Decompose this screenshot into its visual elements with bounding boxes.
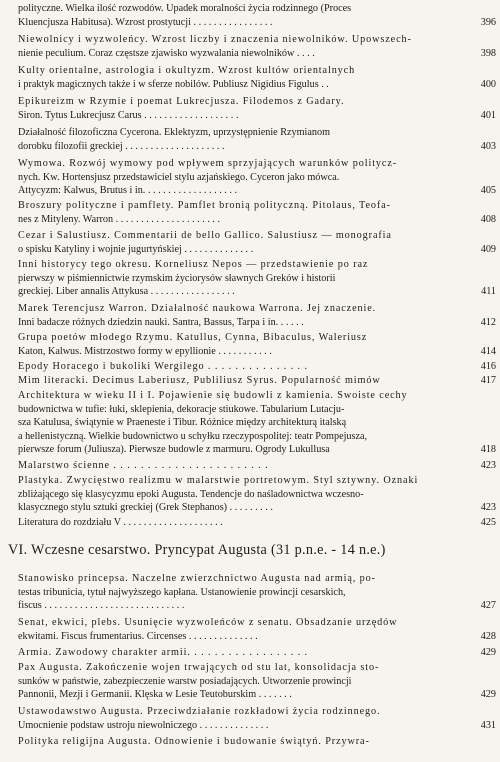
toc-entry [18,459,496,473]
toc-entry [18,331,496,358]
toc-page-number: 416 [480,361,496,372]
toc-entry-line: Senat, ekwici, plebs. Usunięcie wyzwoleńców z senatu. Obsadzanie urzędów [18,617,398,628]
toc-page-number: 408 [480,213,496,225]
toc-entry-line: Niewolnicy i wyzwoleńcy. Wzrost liczby i znaczenia niewolników. Upowszech- [18,34,412,45]
toc-entry-line: Ustawodawstwo Augusta. Przeciwdziałanie rozkładowi życia rodzinnego. [18,706,381,717]
toc-entry-line: Grupa poetów młodego Rzymu. Katullus, Cynna, Bibaculus, Waleriusz [18,332,368,343]
toc-entry-line: dorobku filozofii greckiej . . . . . . . . . . . . . . . . . . . . [18,140,225,152]
toc-entry-line: Mim literacki. Decimus Laberiusz, Publiliusz Syrus. Popularność mimów [18,375,381,386]
toc-page-number: 396 [480,16,496,28]
toc-entry-line: fiscus . . . . . . . . . . . . . . . . . . . . . . . . . . . . [18,600,185,612]
toc-page-number: 411 [481,286,496,298]
toc-entry-line: Katon, Kalwus. Mistrzostwo formy w epyllionie . . . . . . . . . . . [18,345,272,357]
toc-entry [18,126,496,153]
toc-page-number: 405 [480,185,496,197]
toc-entry-line: Malarstwo ścienne . . . . . . . . . . . . . . . . . . . . . . . [18,460,269,471]
toc-entry-line: i praktyk magicznych także i w sferze nobilów. Publiusz Nigidius Figulus . . [18,78,329,90]
toc-page-number: 417 [480,375,496,386]
toc-entry [18,95,496,122]
toc-entry-line: nienie peculium. Coraz częstsze zjawisko wyzwalania niewolników . . . . [18,47,315,59]
toc-page-number: 429 [480,689,496,701]
toc-entry-line: ekwitami. Fiscus frumentarius. Circenses . . . . . . . . . . . . . . [18,630,258,642]
toc-entry [18,474,496,515]
toc-page-number: 431 [480,719,496,731]
toc-entry [18,157,496,198]
toc-page-number: 429 [480,647,496,658]
toc-entry-line: Stanowisko princepsa. Naczelne zwierzchnictwo Augusta nad armią, po- [18,573,376,584]
toc-entry-line: nes z Mityleny. Warron . . . . . . . . . . . . . . . . . . . . . [18,213,221,225]
toc-entry-line: a hellenistyczną. Wielkie budownictwo u schyłku rzeczypospolitej: teatr Pompejusza, [18,430,368,442]
chapter-heading: VI. Wczesne cesarstwo. Pryncypat Augusta (31 p.n.e. - 14 n.e.) [8,542,386,558]
toc-entry-line: polityczne. Wielka ilość rozwodów. Upadek moralności życia rodzinnego (Proces [18,3,352,14]
toc-entry [18,661,496,702]
toc-entry-line: Epody Horacego i bukoliki Wergilego . . . . . . . . . . . . . . . [18,361,308,372]
toc-entry-line: Kulty orientalne, astrologia i okultyzm. Wzrost kultów orientalnych [18,65,356,76]
toc-page-number: 403 [480,140,496,152]
toc-entry-line: testas tribunicia, tytuł najwyższego kapłana. Ustanowienie prowincji cesarskich, [18,586,346,598]
toc-entry-line: Armia. Zawodowy charakter armii. . . . . . . . . . . . . . . . . . [18,647,308,658]
toc-entry-line: Wymowa. Rozwój wymowy pod wpływem sprzyjających warunków politycz- [18,158,398,169]
toc-entry [18,33,496,60]
toc-entry-line: Umocnienie podstaw ustroju niewolniczego . . . . . . . . . . . . . . [18,719,269,731]
toc-entry [18,646,496,660]
toc-entry-line: o spisku Katyliny i wojnie jugurtyńskiej . . . . . . . . . . . . . . [18,243,254,255]
toc-entry [18,360,496,374]
toc-entry-line: Epikureizm w Rzymie i poemat Lukrecjusza. Filodemos z Gadary. [18,96,345,107]
toc-entry-line: Architektura w wieku II i I. Pojawienie się budowli z kamienia. Swoiste cechy [18,390,408,401]
toc-page-number: 425 [480,517,496,528]
toc-entry-line: Działalność filozoficzna Cycerona. Eklektyzm, uprzystępnienie Rzymianom [18,127,331,138]
toc-page-number: 418 [480,444,496,456]
toc-entry-line: greckiej. Liber annalis Attykusa . . . . . . . . . . . . . . . . . [18,286,235,298]
toc-entry-line: Pax Augusta. Zakończenie wojen trwających od stu lat, konsolidacja sto- [18,662,380,673]
toc-page-number: 414 [480,345,496,357]
toc-entry-line: Kluencjusza Habitusa). Wzrost prostytucji . . . . . . . . . . . . . . . . [18,16,273,28]
toc-entry [18,64,496,91]
toc-page-number: 427 [480,600,496,612]
toc-entry [18,389,496,457]
toc-entry [18,199,496,226]
toc-entry-line: Marek Terencjusz Warron. Działalność naukowa Warrona. Jej znaczenie. [18,303,377,314]
toc-entry-line: sunków w państwie, zabezpieczenie warstw posiadających. Utworzenie prowincji [18,675,352,687]
toc-page-number: 409 [480,243,496,255]
toc-entry-line: Literatura do rozdziału V . . . . . . . . . . . . . . . . . . . . [18,517,223,528]
toc-page-number: 400 [480,78,496,90]
toc-page-number: 398 [480,47,496,59]
toc-entry-line: zbliżającego się klasycyzmu epoki Augusta. Tendencje do naśladownictwa wczesno- [18,488,364,500]
toc-entry-line: Attycyzm: Kalwus, Brutus i in. . . . . . . . . . . . . . . . . . . [18,185,238,197]
toc-entry-line: Polityka religijna Augusta. Odnowienie i budowanie świątyń. Przywra- [18,736,370,747]
toc-entry-line: pierwsze forum (Juliusza). Pierwsze budowle z marmuru. Ogrody Lukullusa [18,444,330,456]
toc-page-number: 423 [480,502,496,514]
toc-entry [18,735,496,749]
toc-entry-line: pierwszy w piśmiennictwie rzymskim życiorysów sławnych Greków i historii [18,272,336,284]
toc-entry-line: Inni historycy tego okresu. Korneliusz Nepos — przedstawienie po raz [18,259,369,270]
toc-entry [18,302,496,329]
toc-entry [18,2,496,29]
toc-entry-line: Inni badacze różnych dziedzin nauki. Santra, Bassus, Tarpa i in. . . . . . [18,316,304,328]
toc-page-number: 401 [480,109,496,121]
toc-entry-line: Broszury polityczne i pamflety. Pamflet bronią polityczną. Pitolaus, Teofa- [18,200,391,211]
toc-entry-line: klasycznego stylu sztuki greckiej (Grek Stephanos) . . . . . . . . . [18,502,273,514]
toc-entry [18,705,496,732]
toc-page-number: 423 [480,460,496,471]
toc-entry-line: Pannonii, Mezji i Germanii. Klęska w Lesie Teutoburskim . . . . . . . [18,689,292,701]
toc-entry [18,229,496,256]
toc-page-number: 412 [480,316,496,328]
toc-entry [18,572,496,613]
toc-entry-line: budownictwa w tufie: łuki, sklepienia, dekoracje stiukowe. Tabularium Lutacju- [18,403,345,415]
toc-entry [18,616,496,643]
toc-entry-line: nych. Kw. Hortensjusz przedstawiciel stylu azjańskiego. Cyceron jako mówca. [18,171,340,183]
toc-entry [18,516,496,530]
toc-entry-line: sza Katulusa, świątynie w Praeneste i Tibur. Różnice między architekturą italską [18,417,347,429]
toc-entry-line: Plastyka. Zwycięstwo realizmu w malarstwie portretowym. Styl sztywny. Oznaki [18,475,419,486]
toc-entry-line: Cezar i Salustiusz. Commentarii de bello Gallico. Salustiusz — monografia [18,230,392,241]
toc-entry-line: Siron. Tytus Lukrecjusz Carus . . . . . . . . . . . . . . . . . . . [18,109,239,121]
toc-entry [18,258,496,299]
toc-page-number: 428 [480,630,496,642]
toc-entry [18,374,496,388]
